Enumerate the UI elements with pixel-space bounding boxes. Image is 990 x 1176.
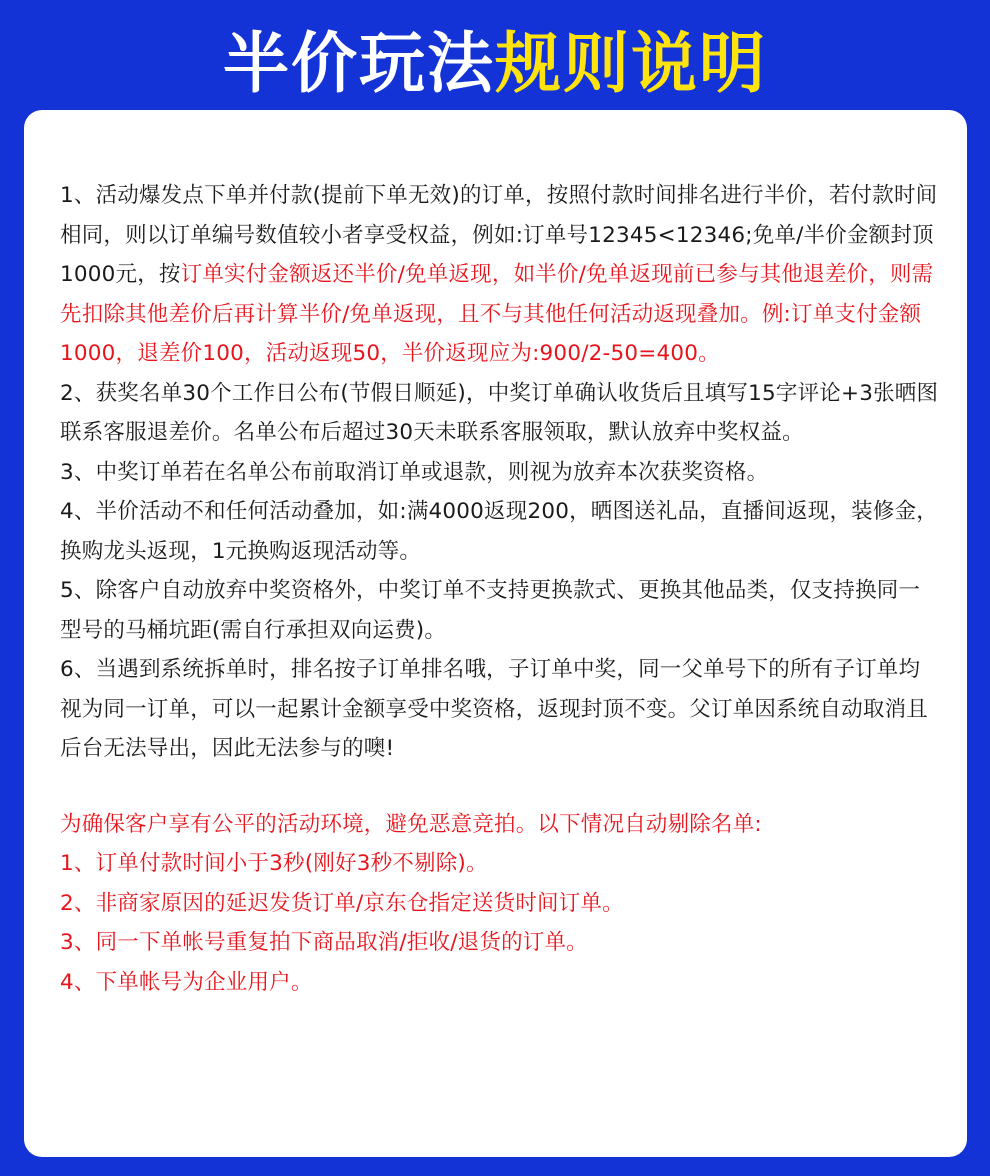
rule-1-text: 1、活动爆发点下单并付款(提前下单无效)的订单，按照付款时间排名进行半价，若付款时间相同，则以订单编号数值较小者享受权益，例如:订单号12345<12346;免单/半价金额封顶1000元，按 (60, 183, 938, 287)
exclusion-item-1: 1、订单付款时间小于3秒(刚好3秒不剔除)。 (60, 851, 488, 876)
rules-card (24, 110, 967, 1157)
rules-section (60, 176, 941, 769)
rule-item-6: 6、当遇到系统拆单时，排名按子订单排名哦，子订单中奖，同一父单号下的所有子订单均视为同一订单，可以一起累计金额享受中奖资格，返现封顶不变。父订单因系统自动取消且后台无法导出，因此无法参与的噢! (60, 657, 929, 761)
rule-item-4: 4、半价活动不和任何活动叠加，如:满4000返现200，晒图送礼品，直播间返现，装修金，换购龙头返现，1元换购返现活动等。 (60, 499, 938, 564)
exclusion-item-3: 3、同一下单帐号重复拍下商品取消/拒收/退货的订单。 (60, 930, 588, 955)
rule-item-5: 5、除客户自动放弃中奖资格外，中奖订单不支持更换款式、更换其他品类，仅支持换同一型号的马桶坑距(需自行承担双向运费)。 (60, 578, 921, 643)
page-title (0, 22, 990, 106)
rule-1-highlight: 订单实付金额返还半价/免单返现，如半价/免单返现前已参与其他退差价，则需先扣除其他差价后再计算半价/免单返现，且不与其他任何活动返现叠加。例:订单支付金额1000，退差价100，活动返现50，半价返现应为:900/2-50=400。 (60, 262, 934, 366)
title-part-white: 半价玩法 (223, 25, 495, 102)
section-gap (60, 769, 941, 805)
exclusion-item-4: 4、下单帐号为企业用户。 (60, 969, 313, 995)
rule-item-1 (60, 176, 941, 374)
exclusion-item-2: 2、非商家原因的延迟发货订单/京东仓指定送货时间订单。 (60, 890, 624, 916)
exclusions-section (60, 805, 941, 1003)
rule-item-3: 3、中奖订单若在名单公布前取消订单或退款，则视为放弃本次获奖资格。 (60, 459, 769, 485)
exclusions-intro: 为确保客户享有公平的活动环境，避免恶意竞拍。以下情况自动剔除名单: (60, 811, 762, 837)
rule-item-2: 2、获奖名单30个工作日公布(节假日顺延)，中奖订单确认收货后且填写15字评论+3张晒图联系客服退差价。名单公布后超过30天未联系客服领取，默认放弃中奖权益。 (60, 380, 939, 445)
title-part-yellow: 规则说明 (495, 25, 767, 102)
